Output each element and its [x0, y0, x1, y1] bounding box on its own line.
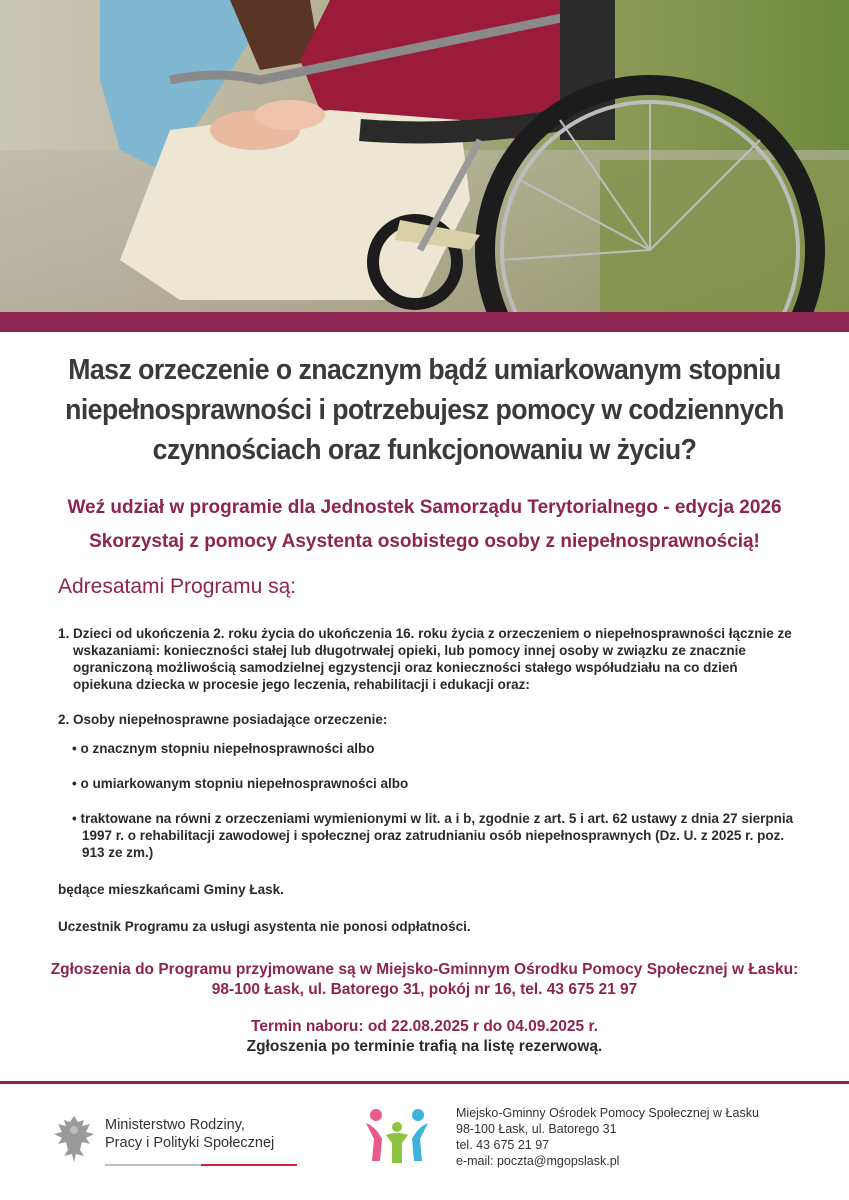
ministry-logo [50, 1112, 275, 1173]
reserve-list-note: Zgłoszenia po terminie trafią na listę rezerwową. [246, 1038, 603, 1055]
list-item: 2. Osoby niepełnosprawne posiadające orzeczenie: [58, 712, 388, 727]
title-line-2: niepełnosprawności i potrzebujesz pomocy w codziennych [65, 394, 784, 426]
ministry-line-2: Pracy i Polityki Społecznej [105, 1135, 275, 1151]
application-info [20, 960, 829, 1000]
deadline-info [20, 1017, 829, 1057]
deadline-dates: Termin naboru: od 22.08.2025 r do 04.09.2025 r. [251, 1018, 598, 1035]
assistant-subheading: Skorzystaj z pomocy Asystenta osobistego osoby z niepełnosprawnością! [89, 531, 760, 552]
title-line-1: Masz orzeczenie o znacznym bądź umiarkowanym stopniu [68, 354, 781, 386]
mgops-name: Miejsko-Gminny Ośrodek Pomocy Społecznej w Łasku [456, 1106, 759, 1120]
accent-band [0, 312, 849, 332]
page-title [62, 350, 788, 470]
list-item: 1. Dzieci od ukończenia 2. roku życia do ukończenia 16. roku życia z orzeczeniem o niepełnosprawności łącznie ze wskazaniami: konieczności stałej lub długotrwałej opieki, lub pomocy innej osoby w związku ze znacznie ograniczoną możliwością samodzielnej egzystencji oraz konieczności stałego współudziału na co dzień opiekuna dziecka w procesie jego leczenia, rehabilitacji i edukacji oraz: [58, 626, 792, 692]
people-logo-icon [362, 1105, 432, 1167]
hero-photo [0, 0, 849, 312]
mgops-phone: tel. 43 675 21 97 [456, 1138, 550, 1152]
no-fee-note: Uczestnik Programu za usługi asystenta nie ponosi odpłatności. [58, 919, 471, 934]
ministry-line-1: Ministerstwo Rodziny, [105, 1117, 245, 1133]
wheelchair-illustration [0, 0, 849, 312]
application-line-2: 98-100 Łask, ul. Batorego 31, pokój nr 16, tel. 43 675 21 97 [211, 981, 638, 998]
mgops-email: e-mail: poczta@mgopslask.pl [456, 1154, 620, 1168]
ministry-flag-rule [105, 1164, 297, 1166]
bullet-item: • o znacznym stopniu niepełnosprawności albo [72, 741, 375, 756]
footer-divider [0, 1081, 849, 1084]
mgops-logo [362, 1105, 432, 1172]
bullet-item: • traktowane na równi z orzeczeniami wymienionymi w lit. a i b, zgodnie z art. 5 i art. 62 ustawy z dnia 27 sierpnia 1997 r. o rehabilitacji zawodowej i społecznej oraz zatrudnianiu osób niepełnosprawnych (Dz. U. z 2025 r. poz. 913 ze zm.) [72, 811, 794, 860]
mgops-contact [456, 1105, 759, 1169]
recipients-title: Adresatami Programu są: [58, 575, 297, 598]
residents-note: będące mieszkańcami Gminy Łask. [58, 882, 284, 897]
application-line-1: Zgłoszenia do Programu przyjmowane są w Miejsko-Gminnym Ośrodku Pomocy Społecznej w Łasku: [50, 961, 799, 978]
recipients-list [58, 625, 798, 935]
eagle-emblem-icon [50, 1112, 98, 1168]
ministry-name [105, 1116, 305, 1152]
title-line-3: czynnościach oraz funkcjonowaniu w życiu? [152, 434, 697, 466]
bullet-item: • o umiarkowanym stopniu niepełnosprawności albo [72, 776, 409, 791]
program-subheading: Weź udział w programie dla Jednostek Samorządu Terytorialnego - edycja 2026 [67, 497, 782, 518]
mgops-address: 98-100 Łask, ul. Batorego 31 [456, 1122, 617, 1136]
